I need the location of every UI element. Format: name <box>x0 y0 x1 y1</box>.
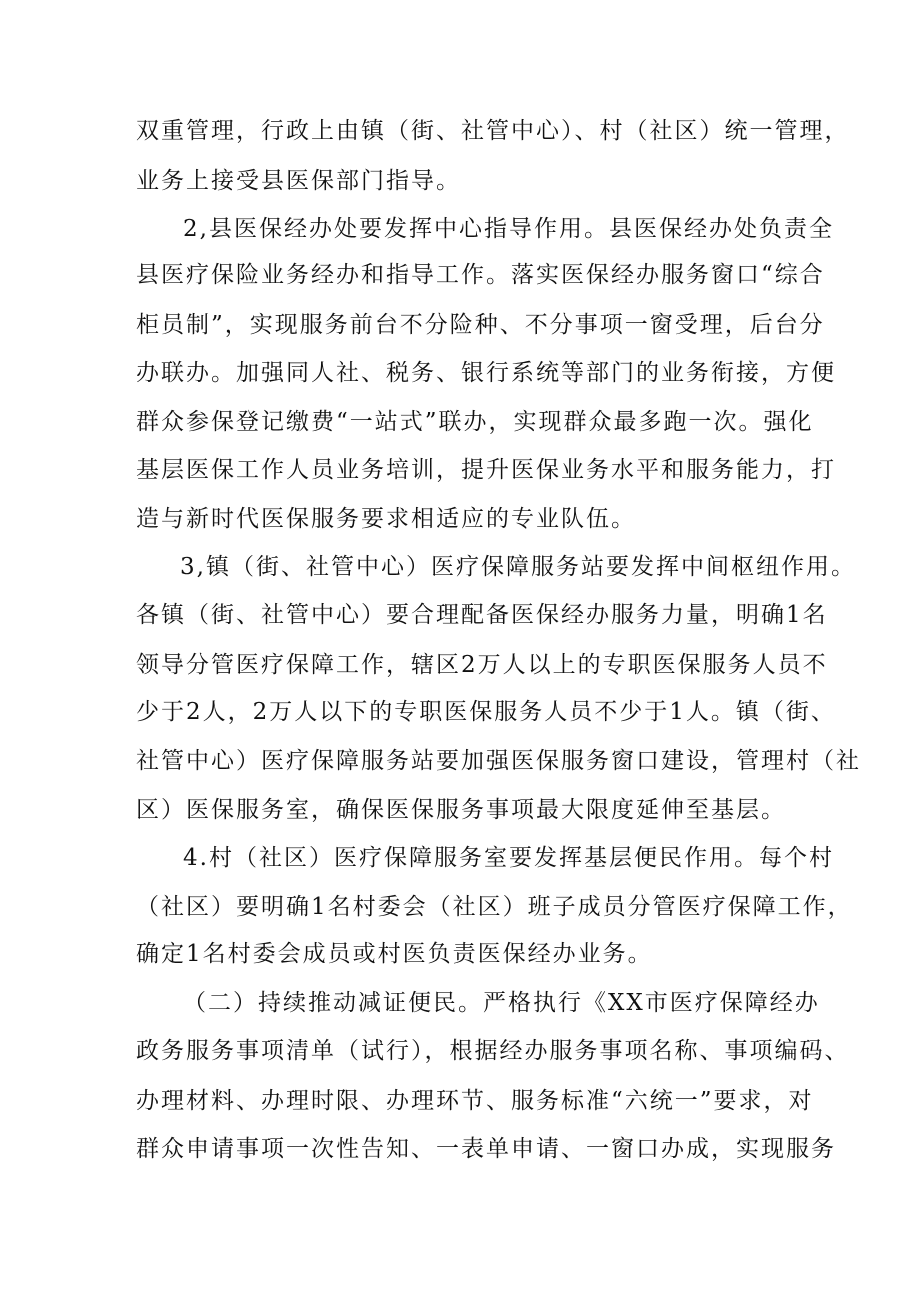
text-line: 柜员制”，实现服务前台不分险种、不分事项一窗受理，后台分 <box>136 312 825 338</box>
paragraph-start-line: 2,县医保经办处要发挥中心指导作用。县医保经办处负责全 <box>183 216 834 242</box>
text-line: 少于2人，2万人以下的专职医保服务人员不少于1人。镇（街、 <box>136 699 836 725</box>
text-line: 双重管理，行政上由镇（街、社管中心）、村（社区）统一管理， <box>136 118 850 144</box>
text-line: 确定1名村委会成员或村医负责医保经办业务。 <box>136 941 653 967</box>
text-line: 基层医保工作人员业务培训，提升医保业务水平和服务能力，打 <box>136 457 836 483</box>
section-heading-line: （二）持续推动减证便民。严格执行《XX市医疗保障经办 <box>183 990 820 1016</box>
text-line: 群众参保登记缴费“一站式”联办，实现群众最多跑一次。强化 <box>136 409 814 435</box>
text-line: 社管中心）医疗保障服务站要加强医保服务窗口建设，管理村（社 <box>136 748 861 774</box>
text-line: 县医疗保险业务经办和指导工作。落实医保经办服务窗口“综合 <box>136 262 825 288</box>
text-line: 办理材料、办理时限、办理环节、服务标准“六统一”要求，对 <box>136 1088 814 1114</box>
text-line: 政务服务事项清单（试行），根据经办服务事项名称、事项编码、 <box>136 1038 850 1064</box>
text-line: 办联办。加强同人社、税务、银行系统等部门的业务衔接，方便 <box>136 360 836 386</box>
text-line: 群众申请事项一次性告知、一表单申请、一窗口办成，实现服务 <box>136 1136 836 1162</box>
paragraph-start-line: 4.村（社区）医疗保障服务室要发挥基层便民作用。每个村 <box>183 845 834 871</box>
text-line: （社区）要明确1名村委会（社区）班子成员分管医疗保障工作， <box>136 894 853 920</box>
text-line: 各镇（街、社管中心）要合理配备医保经办服务力量，明确1名 <box>136 602 828 628</box>
text-line: 业务上接受县医保部门指导。 <box>136 168 461 194</box>
text-line: 造与新时代医保服务要求相适应的专业队伍。 <box>136 506 636 532</box>
text-line: 区）医保服务室，确保医保服务事项最大限度延伸至基层。 <box>136 797 786 823</box>
text-line: 领导分管医疗保障工作，辖区2万人以上的专职医保服务人员不 <box>136 652 828 678</box>
paragraph-start-line: 3,镇（街、社管中心）医疗保障服务站要发挥中间枢纽作用。 <box>180 554 856 580</box>
